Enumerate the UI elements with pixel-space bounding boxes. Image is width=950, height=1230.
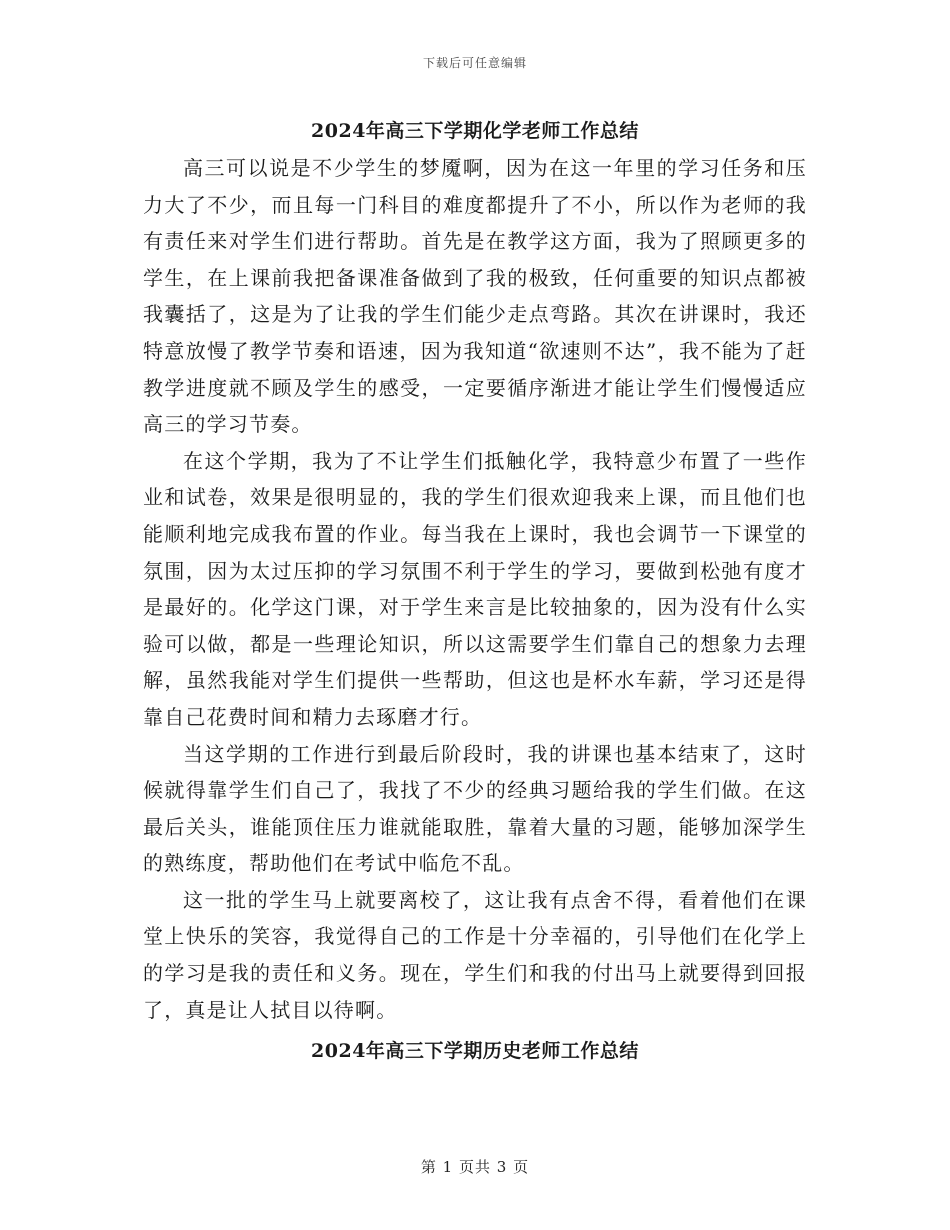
paragraph-4: 这一批的学生马上就要离校了，这让我有点舍不得，看着他们在课堂上快乐的笑容，我觉得自己的工作是十分幸福的，引导他们在化学上的学习是我的责任和义务。现在，学生们和我的付出马上就要得到回报了，真是让人拭目以待啊。 — [143, 887, 807, 1022]
document-body — [143, 112, 807, 1070]
page-number-footer: 第 1 页共 3 页 — [420, 1158, 530, 1176]
paragraph-1: 高三可以说是不少学生的梦魇啊，因为在这一年里的学习任务和压力大了不少，而且每一门科目的难度都提升了不小，所以作为老师的我有责任来对学生们进行帮助。首先是在教学这方面，我为了照顾更多的学生，在上课前我把备课准备做到了我的极致，任何重要的知识点都被我囊括了，这是为了让我的学生们能少走点弯路。其次在讲课时，我还特意放慢了教学节奏和语速，因为我知道“欲速则不达”，我不能为了赶教学进度就不顾及学生的感受，一定要循序渐进才能让学生们慢慢适应高三的学习节奏。 — [143, 156, 807, 437]
page-header-note: 下载后可任意编辑 — [422, 56, 527, 70]
paragraph-3: 当这学期的工作进行到最后阶段时，我的讲课也基本结束了，这时候就得靠学生们自己了，我找了不少的经典习题给我的学生们做。在这最后关头，谁能顶住压力谁就能取胜，靠着大量的习题，能够加深学生的熟练度，帮助他们在考试中临危不乱。 — [143, 741, 807, 876]
next-section-title: 2024年高三下学期历史老师工作总结 — [311, 1040, 639, 1063]
paragraph-2: 在这个学期，我为了不让学生们抵触化学，我特意少布置了一些作业和试卷，效果是很明显的，我的学生们很欢迎我来上课，而且他们也能顺利地完成我布置的作业。每当我在上课时，我也会调节一下课堂的氛围，因为太过压抑的学习氛围不利于学生的学习，要做到松弛有度才是最好的。化学这门课，对于学生来言是比较抽象的，因为没有什么实验可以做，都是一些理论知识，所以这需要学生们靠自己的想象力去理解，虽然我能对学生们提供一些帮助，但这也是杯水车薪，学习还是得靠自己花费时间和精力去琢磨才行。 — [143, 448, 807, 729]
document-title: 2024年高三下学期化学老师工作总结 — [311, 120, 639, 142]
